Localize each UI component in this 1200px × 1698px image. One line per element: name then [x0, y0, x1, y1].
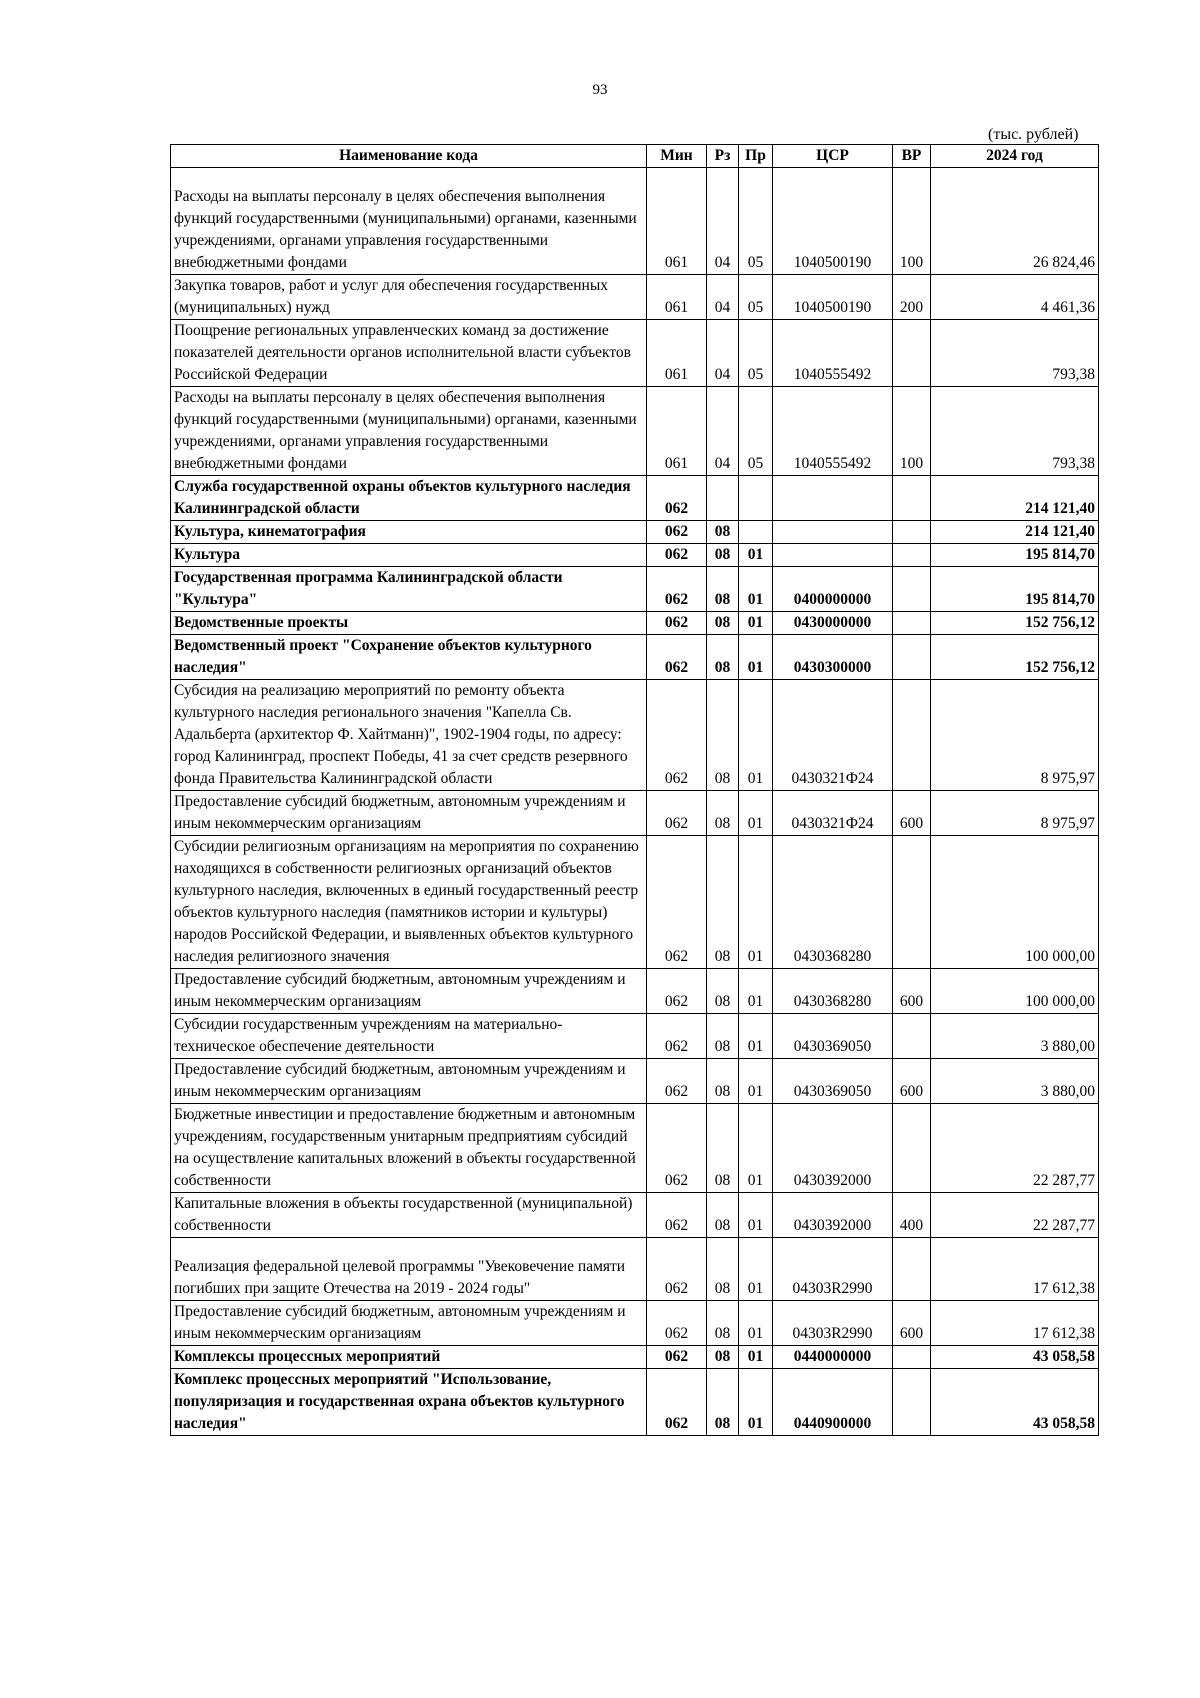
cell-name: Капитальные вложения в объекты государственной (муниципальной) собственности [171, 1193, 647, 1238]
cell-amount: 43 058,58 [931, 1369, 1099, 1436]
cell-pr: 01 [739, 1301, 773, 1346]
cell-pr: 01 [739, 680, 773, 791]
cell-min: 062 [647, 476, 707, 521]
table-header-row [171, 145, 1099, 168]
cell-name: Комплексы процессных мероприятий [171, 1346, 647, 1369]
cell-amount: 3 880,00 [931, 1014, 1099, 1059]
cell-pr: 01 [739, 1369, 773, 1436]
table-row [171, 476, 1099, 521]
cell-amount: 793,38 [931, 387, 1099, 476]
table-row [171, 791, 1099, 836]
table-row [171, 635, 1099, 680]
table-row [171, 544, 1099, 567]
cell-pr: 01 [739, 969, 773, 1014]
cell-vr: 600 [893, 1301, 931, 1346]
cell-csr [773, 476, 893, 521]
page-number: 93 [592, 82, 608, 98]
cell-vr [893, 567, 931, 612]
table-row [171, 836, 1099, 969]
table-row [171, 1104, 1099, 1193]
cell-name: Закупка товаров, работ и услуг для обеспечения государственных (муниципальных) нужд [171, 275, 647, 320]
cell-rz: 08 [707, 612, 739, 635]
table-row [171, 521, 1099, 544]
table-row [171, 1238, 1099, 1301]
cell-min: 061 [647, 387, 707, 476]
cell-csr: 1040555492 [773, 320, 893, 387]
cell-name: Ведомственный проект "Сохранение объектов культурного наследия" [171, 635, 647, 680]
cell-min: 062 [647, 521, 707, 544]
cell-min: 062 [647, 612, 707, 635]
cell-name: Предоставление субсидий бюджетным, автономным учреждениям и иным некоммерческим организациям [171, 791, 647, 836]
cell-rz: 04 [707, 387, 739, 476]
cell-vr: 400 [893, 1193, 931, 1238]
cell-pr: 05 [739, 320, 773, 387]
cell-name: Субсидии религиозным организациям на мероприятия по сохранению находящихся в собственности религиозных организаций объектов культурного наследия, включенных в единый государственный реестр объектов культурного наследия (памятников истории и культуры) народов Российской Федерации, и выявленных объектов культурного наследия религиозного значения [171, 836, 647, 969]
cell-csr: 1040500190 [773, 168, 893, 275]
cell-csr: 0430300000 [773, 635, 893, 680]
cell-csr: 0440000000 [773, 1346, 893, 1369]
cell-min: 062 [647, 969, 707, 1014]
cell-csr: 0430368280 [773, 836, 893, 969]
cell-vr: 600 [893, 791, 931, 836]
cell-min: 062 [647, 1301, 707, 1346]
cell-min: 061 [647, 320, 707, 387]
table-row [171, 275, 1099, 320]
cell-pr: 01 [739, 635, 773, 680]
cell-csr: 0400000000 [773, 567, 893, 612]
table-row [171, 612, 1099, 635]
budget-table [170, 144, 1099, 1436]
table-row [171, 168, 1099, 275]
cell-amount: 8 975,97 [931, 680, 1099, 791]
cell-min: 062 [647, 1238, 707, 1301]
header-min: Мин [647, 145, 707, 168]
cell-rz [707, 476, 739, 521]
cell-amount: 214 121,40 [931, 476, 1099, 521]
cell-rz: 08 [707, 1014, 739, 1059]
table-row [171, 1369, 1099, 1436]
cell-csr: 0430392000 [773, 1104, 893, 1193]
cell-pr: 01 [739, 567, 773, 612]
cell-pr: 05 [739, 387, 773, 476]
table-row [171, 969, 1099, 1014]
cell-vr [893, 1346, 931, 1369]
cell-rz: 04 [707, 168, 739, 275]
cell-name: Культура [171, 544, 647, 567]
cell-csr: 0440900000 [773, 1369, 893, 1436]
cell-vr [893, 1369, 931, 1436]
cell-csr: 0430321Ф24 [773, 791, 893, 836]
table-row [171, 1014, 1099, 1059]
cell-rz: 08 [707, 521, 739, 544]
units-label: (тыс. рублей) [988, 126, 1079, 143]
cell-name: Поощрение региональных управленческих команд за достижение показателей деятельности органов исполнительной власти субъектов Российской Федерации [171, 320, 647, 387]
cell-vr [893, 320, 931, 387]
cell-min: 062 [647, 567, 707, 612]
cell-min: 061 [647, 168, 707, 275]
cell-pr: 01 [739, 1238, 773, 1301]
header-csr: ЦСР [773, 145, 893, 168]
cell-rz: 08 [707, 680, 739, 791]
cell-rz: 08 [707, 1238, 739, 1301]
cell-name: Культура, кинематография [171, 521, 647, 544]
cell-min: 062 [647, 680, 707, 791]
cell-name: Государственная программа Калининградской области "Культура" [171, 567, 647, 612]
cell-vr [893, 680, 931, 791]
cell-amount: 26 824,46 [931, 168, 1099, 275]
cell-amount: 214 121,40 [931, 521, 1099, 544]
cell-vr [893, 1014, 931, 1059]
table-row [171, 1346, 1099, 1369]
cell-rz: 04 [707, 320, 739, 387]
cell-csr [773, 521, 893, 544]
cell-csr: 1040500190 [773, 275, 893, 320]
table-row [171, 1193, 1099, 1238]
cell-name: Предоставление субсидий бюджетным, автономным учреждениям и иным некоммерческим организациям [171, 1059, 647, 1104]
cell-csr [773, 544, 893, 567]
cell-amount: 17 612,38 [931, 1238, 1099, 1301]
cell-amount: 17 612,38 [931, 1301, 1099, 1346]
cell-min: 062 [647, 1014, 707, 1059]
cell-min: 062 [647, 544, 707, 567]
cell-name: Субсидии государственным учреждениям на материально-техническое обеспечение деятельности [171, 1014, 647, 1059]
cell-min: 061 [647, 275, 707, 320]
cell-rz: 08 [707, 1104, 739, 1193]
cell-amount: 3 880,00 [931, 1059, 1099, 1104]
cell-vr [893, 1238, 931, 1301]
cell-csr: 0430392000 [773, 1193, 893, 1238]
cell-vr [893, 521, 931, 544]
cell-pr [739, 521, 773, 544]
cell-amount: 100 000,00 [931, 969, 1099, 1014]
cell-rz: 08 [707, 791, 739, 836]
cell-csr: 0430369050 [773, 1059, 893, 1104]
cell-amount: 152 756,12 [931, 635, 1099, 680]
cell-csr: 0430368280 [773, 969, 893, 1014]
cell-rz: 08 [707, 1301, 739, 1346]
cell-rz: 08 [707, 1369, 739, 1436]
table-row [171, 320, 1099, 387]
cell-name: Предоставление субсидий бюджетным, автономным учреждениям и иным некоммерческим организациям [171, 969, 647, 1014]
cell-vr [893, 1104, 931, 1193]
cell-pr: 01 [739, 1014, 773, 1059]
table-row [171, 567, 1099, 612]
cell-pr: 01 [739, 544, 773, 567]
cell-vr: 100 [893, 387, 931, 476]
cell-min: 062 [647, 1346, 707, 1369]
cell-vr: 600 [893, 969, 931, 1014]
cell-pr: 01 [739, 1346, 773, 1369]
cell-amount: 152 756,12 [931, 612, 1099, 635]
cell-name: Служба государственной охраны объектов культурного наследия Калининградской области [171, 476, 647, 521]
cell-min: 062 [647, 791, 707, 836]
header-vr: ВР [893, 145, 931, 168]
cell-amount: 43 058,58 [931, 1346, 1099, 1369]
cell-rz: 08 [707, 635, 739, 680]
cell-csr: 0430369050 [773, 1014, 893, 1059]
cell-amount: 8 975,97 [931, 791, 1099, 836]
cell-min: 062 [647, 1059, 707, 1104]
cell-csr: 0430000000 [773, 612, 893, 635]
cell-vr: 600 [893, 1059, 931, 1104]
table-row [171, 387, 1099, 476]
cell-pr: 01 [739, 1059, 773, 1104]
cell-rz: 08 [707, 544, 739, 567]
cell-amount: 793,38 [931, 320, 1099, 387]
cell-pr: 01 [739, 1104, 773, 1193]
cell-vr [893, 544, 931, 567]
cell-min: 062 [647, 635, 707, 680]
cell-pr: 01 [739, 836, 773, 969]
cell-pr: 05 [739, 275, 773, 320]
header-year: 2024 год [931, 145, 1099, 168]
cell-rz: 08 [707, 969, 739, 1014]
cell-csr: 1040555492 [773, 387, 893, 476]
cell-name: Реализация федеральной целевой программы "Увековечение памяти погибших при защите Отечества на 2019 - 2024 годы" [171, 1238, 647, 1301]
cell-rz: 08 [707, 836, 739, 969]
table-row [171, 1301, 1099, 1346]
cell-vr: 100 [893, 168, 931, 275]
cell-rz: 08 [707, 1346, 739, 1369]
cell-min: 062 [647, 836, 707, 969]
cell-csr: 0430321Ф24 [773, 680, 893, 791]
cell-name: Расходы на выплаты персоналу в целях обеспечения выполнения функций государственными (муниципальными) органами, казенными учреждениями, органами управления государственными внебюджетными фондами [171, 168, 647, 275]
table-row [171, 680, 1099, 791]
cell-amount: 195 814,70 [931, 567, 1099, 612]
cell-pr: 01 [739, 791, 773, 836]
header-name: Наименование кода [171, 145, 647, 168]
cell-vr [893, 612, 931, 635]
cell-name: Бюджетные инвестиции и предоставление бюджетным и автономным учреждениям, государственным унитарным предприятиям субсидий на осуществление капитальных вложений в объекты государственной собственности [171, 1104, 647, 1193]
cell-amount: 22 287,77 [931, 1193, 1099, 1238]
header-pr: Пр [739, 145, 773, 168]
cell-rz: 04 [707, 275, 739, 320]
cell-rz: 08 [707, 1059, 739, 1104]
cell-min: 062 [647, 1369, 707, 1436]
cell-rz: 08 [707, 1193, 739, 1238]
cell-amount: 195 814,70 [931, 544, 1099, 567]
cell-amount: 100 000,00 [931, 836, 1099, 969]
cell-min: 062 [647, 1104, 707, 1193]
cell-pr: 05 [739, 168, 773, 275]
cell-name: Предоставление субсидий бюджетным, автономным учреждениям и иным некоммерческим организациям [171, 1301, 647, 1346]
cell-pr: 01 [739, 1193, 773, 1238]
cell-vr [893, 476, 931, 521]
cell-pr: 01 [739, 612, 773, 635]
cell-csr: 04303R2990 [773, 1238, 893, 1301]
table-row [171, 1059, 1099, 1104]
cell-pr [739, 476, 773, 521]
cell-name: Ведомственные проекты [171, 612, 647, 635]
cell-csr: 04303R2990 [773, 1301, 893, 1346]
cell-min: 062 [647, 1193, 707, 1238]
cell-name: Расходы на выплаты персоналу в целях обеспечения выполнения функций государственными (муниципальными) органами, казенными учреждениями, органами управления государственными внебюджетными фондами [171, 387, 647, 476]
cell-vr [893, 836, 931, 969]
cell-amount: 22 287,77 [931, 1104, 1099, 1193]
table-body [171, 168, 1099, 1436]
cell-vr: 200 [893, 275, 931, 320]
cell-amount: 4 461,36 [931, 275, 1099, 320]
header-rz: Рз [707, 145, 739, 168]
cell-name: Субсидия на реализацию мероприятий по ремонту объекта культурного наследия регионального значения "Капелла Св. Адальберта (архитектор Ф. Хайтманн)", 1902-1904 годы, по адресу: город Калининград, проспект Победы, 41 за счет средств резервного фонда Правительства Калининградской области [171, 680, 647, 791]
cell-rz: 08 [707, 567, 739, 612]
cell-name: Комплекс процессных мероприятий "Использование, популяризация и государственная охрана объектов культурного наследия" [171, 1369, 647, 1436]
cell-vr [893, 635, 931, 680]
